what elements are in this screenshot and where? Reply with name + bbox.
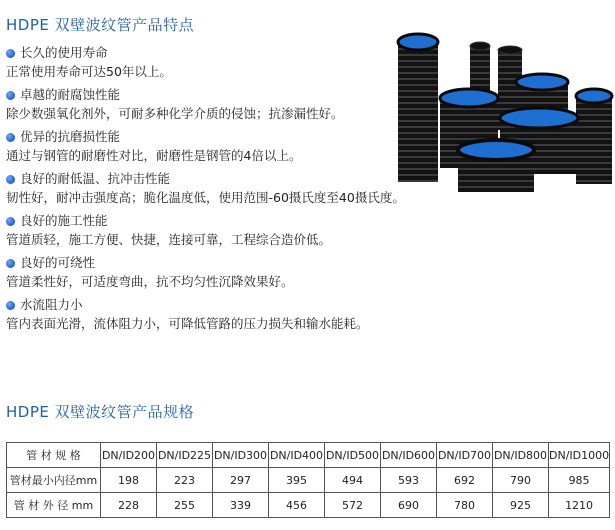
table-cell: 228 xyxy=(101,493,157,518)
feature-desc: 韧性好，耐冲击强度高；脆化温度低，使用范围-60摄氏度至40摄氏度。 xyxy=(6,190,405,205)
bullet-dot-icon xyxy=(6,49,15,58)
bullet-dot-icon xyxy=(6,133,15,142)
feature-title: 良好的施工性能 xyxy=(20,213,108,228)
pipe-tall-left xyxy=(398,34,438,182)
bullet-dot-icon xyxy=(6,175,15,184)
feature-item xyxy=(6,86,406,128)
feature-desc: 管道质轻，施工方便、快捷，连接可靠，工程综合造价低。 xyxy=(6,232,332,247)
pipe-front xyxy=(458,140,534,192)
feature-desc: 通过与钢管的耐磨性对比，耐磨性是钢管的4倍以上。 xyxy=(6,148,302,163)
feature-item xyxy=(6,128,406,170)
table-cell: 339 xyxy=(213,493,269,518)
table-cell: DN/ID225 xyxy=(157,443,213,468)
row-label: 管 材 外 径 mm xyxy=(7,493,101,518)
feature-title: 优异的抗磨损性能 xyxy=(20,129,121,144)
specs-table xyxy=(6,442,610,518)
table-cell: 395 xyxy=(269,468,325,493)
row-label: 管 材 规 格 xyxy=(7,443,101,468)
table-cell: 692 xyxy=(437,468,493,493)
table-cell: DN/ID500 xyxy=(325,443,381,468)
pipes-photo xyxy=(392,30,614,202)
row-label: 管材最小内径mm xyxy=(7,468,101,493)
feature-title: 良好的耐低温、抗冲击性能 xyxy=(20,171,171,186)
table-cell: 198 xyxy=(101,468,157,493)
table-cell: 297 xyxy=(213,468,269,493)
pipe-far-right xyxy=(576,89,612,184)
feature-item xyxy=(6,254,406,296)
bullet-dot-icon xyxy=(6,259,15,268)
table-cell: DN/ID1000 xyxy=(549,443,610,468)
table-cell: 925 xyxy=(493,493,549,518)
specs-heading: HDPE 双壁波纹管产品规格 xyxy=(6,403,195,421)
table-cell: DN/ID800 xyxy=(493,443,549,468)
feature-desc: 正常使用寿命可达50年以上。 xyxy=(6,64,172,79)
table-cell: 456 xyxy=(269,493,325,518)
table-row xyxy=(7,468,610,493)
table-cell: DN/ID300 xyxy=(213,443,269,468)
feature-title: 良好的可绕性 xyxy=(20,255,96,270)
table-cell: 1210 xyxy=(549,493,610,518)
table-cell: DN/ID200 xyxy=(101,443,157,468)
feature-title: 水流阻力小 xyxy=(20,297,83,312)
bullet-dot-icon xyxy=(6,217,15,226)
features-list xyxy=(6,44,406,338)
table-cell: 690 xyxy=(381,493,437,518)
feature-item xyxy=(6,170,406,212)
feature-item xyxy=(6,212,406,254)
table-cell: 223 xyxy=(157,468,213,493)
bullet-dot-icon xyxy=(6,91,15,100)
bullet-dot-icon xyxy=(6,301,15,310)
feature-title: 卓越的耐腐蚀性能 xyxy=(20,87,121,102)
table-cell: DN/ID700 xyxy=(437,443,493,468)
feature-desc: 除少数强氧化剂外，可耐多种化学介质的侵蚀；抗渗漏性好。 xyxy=(6,106,344,121)
table-cell: 790 xyxy=(493,468,549,493)
table-cell: DN/ID600 xyxy=(381,443,437,468)
features-heading: HDPE 双壁波纹管产品特点 xyxy=(6,16,195,34)
feature-item xyxy=(6,44,406,86)
feature-title: 长久的使用寿命 xyxy=(20,45,108,60)
feature-desc: 管道柔性好，可适度弯曲，抗不均匀性沉降效果好。 xyxy=(6,274,294,289)
table-row xyxy=(7,443,610,468)
table-cell: 593 xyxy=(381,468,437,493)
table-cell: 780 xyxy=(437,493,493,518)
table-cell: 494 xyxy=(325,468,381,493)
table-cell: 572 xyxy=(325,493,381,518)
feature-item xyxy=(6,296,406,338)
table-cell: 255 xyxy=(157,493,213,518)
table-cell: DN/ID400 xyxy=(269,443,325,468)
feature-desc: 管内表面光滑，流体阻力小，可降低管路的压力损失和输水能耗。 xyxy=(6,316,369,331)
table-row xyxy=(7,493,610,518)
table-cell: 985 xyxy=(549,468,610,493)
